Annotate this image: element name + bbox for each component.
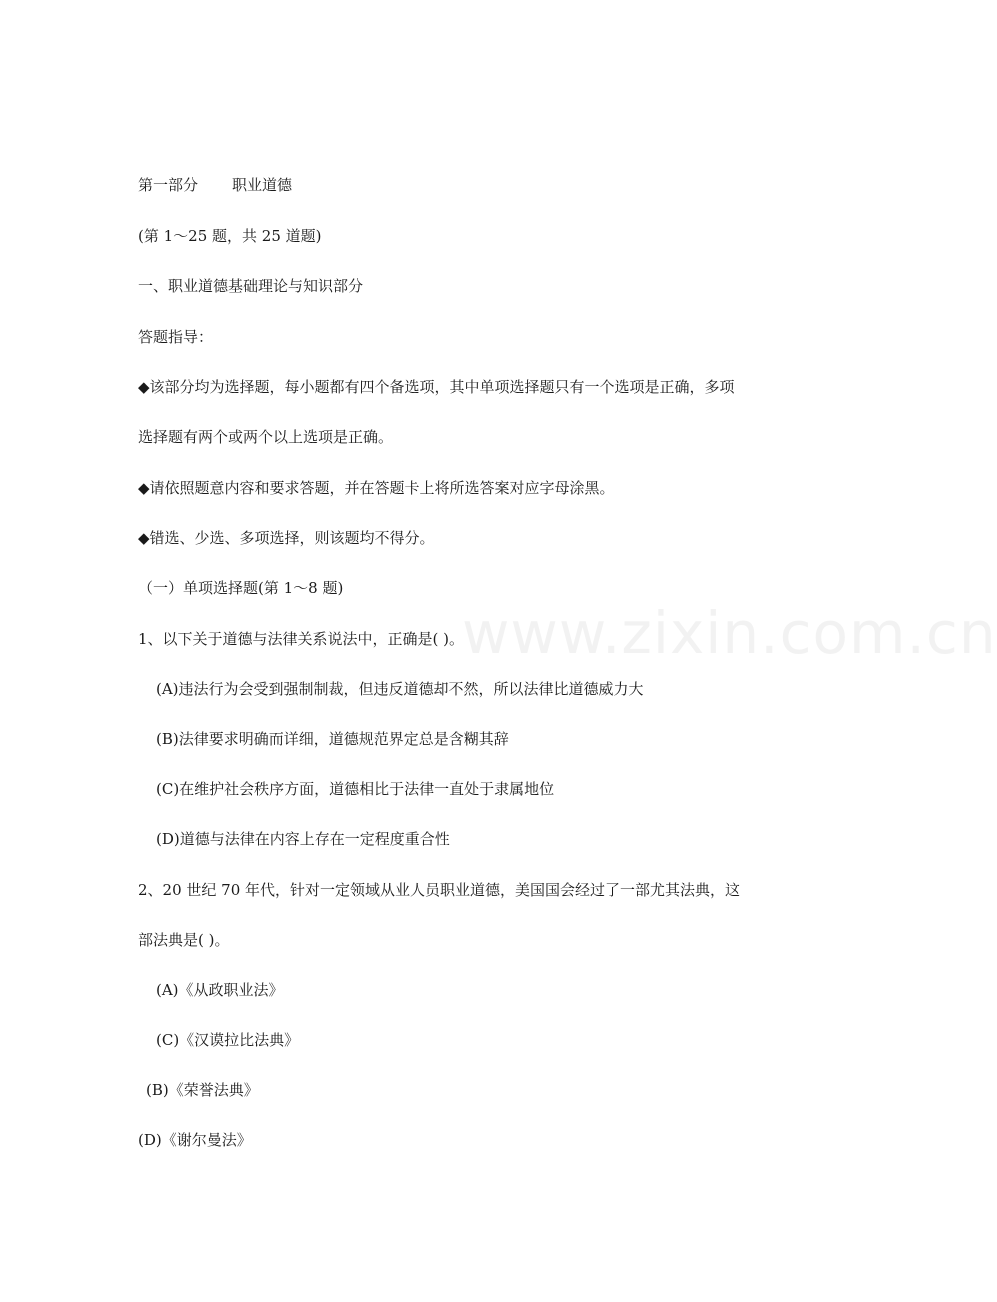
question-1-stem: 1、以下关于道德与法律关系说法中，正确是( )。	[138, 630, 465, 648]
guide-heading: 答题指导：	[138, 328, 214, 346]
question-2-option-c: (C)《汉谟拉比法典》	[156, 1031, 300, 1049]
section-title: 一、职业道德基础理论与知识部分	[138, 277, 364, 295]
range-note: (第 1～25 题，共 25 道题)	[138, 227, 322, 245]
watermark: www.zixin.com.cn	[462, 599, 997, 667]
question-2-stem-line-1: 2、20 世纪 70 年代，针对一定领域从业人员职业道德，美国国会经过了一部尤其法典，这	[138, 881, 741, 899]
guide-item-3: ◆错选、少选、多项选择，则该题均不得分。	[138, 529, 435, 547]
question-1-option-c: (C)在维护社会秩序方面，道德相比于法律一直处于隶属地位	[156, 780, 555, 798]
question-1-option-d: (D)道德与法律在内容上存在一定程度重合性	[156, 830, 450, 848]
subsection-title: （一）单项选择题(第 1～8 题)	[138, 579, 344, 597]
guide-item-2: ◆请依照题意内容和要求答题，并在答题卡上将所选答案对应字母涂黑。	[138, 479, 615, 497]
guide-item-1-line-2: 选择题有两个或两个以上选项是正确。	[138, 428, 394, 446]
question-1-option-b: (B)法律要求明确而详细，道德规范界定总是含糊其辞	[156, 730, 509, 748]
question-2-stem-line-2: 部法典是( )。	[138, 931, 230, 949]
question-2-option-d: (D)《谢尔曼法》	[138, 1131, 252, 1149]
question-2-option-a: (A)《从政职业法》	[156, 981, 284, 999]
question-2-option-b: (B)《荣誉法典》	[146, 1081, 259, 1099]
part-title: 第一部分	[138, 176, 199, 194]
guide-item-1-line-1: ◆该部分均为选择题，每小题都有四个备选项，其中单项选择题只有一个选项是正确，多项	[138, 378, 735, 396]
part-subject: 职业道德	[232, 176, 293, 194]
part-heading	[138, 175, 292, 195]
question-1-option-a: (A)违法行为会受到强制制裁，但违反道德却不然，所以法律比道德威力大	[156, 680, 644, 698]
